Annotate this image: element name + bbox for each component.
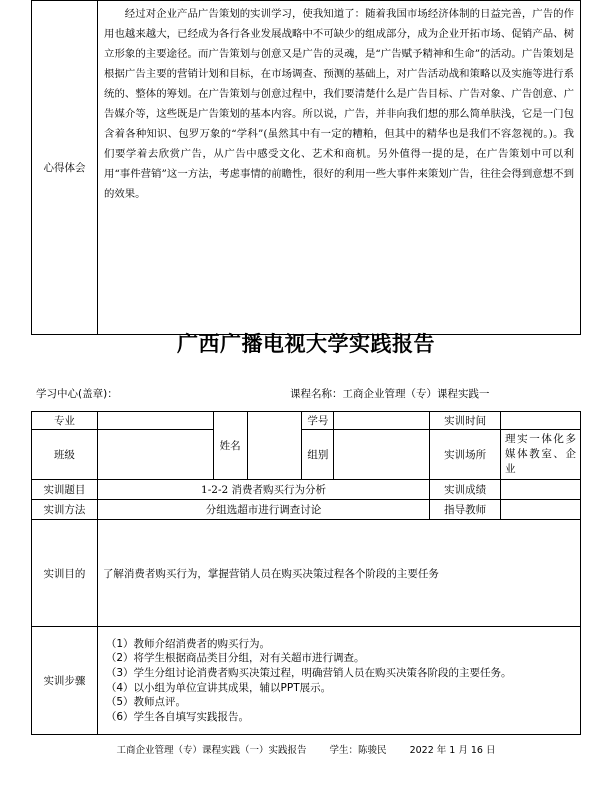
venue-label: 实训场所 [430,430,501,480]
training-time-label: 实训时间 [430,412,501,430]
topic-label: 实训题目 [32,480,98,500]
step-item: （1）教师介绍消费者的购买行为。 [105,637,271,650]
method-value: 分组选超市进行调查讨论 [97,500,429,520]
major-label: 专业 [32,412,98,430]
class-label: 班级 [32,430,98,480]
student-id-value [334,412,430,430]
major-value [97,412,213,430]
name-label: 姓名 [213,412,247,480]
venue-value: 理实一体化多媒体教室、企业 [501,430,581,480]
reflection-text: 经过对企业产品广告策划的实训学习，使我知道了：随着我国市场经济体制的日益完善，广告的作用也越来越大，已经成为各行各业发展战略中不可缺少的组成部分，成为企业开拓市场、促销产品、树立形象的主要途径。而广告策划与创意又是广告的灵魂，是“广告赋予精神和生命”的活动。广告策划是根据广告主要的营销计划和目标，在市场调查、预测的基础上，对广告活动战和策略以及实施等进行系统的、整体的筹划。在广告策划与创意过程中，我们要清楚什么是广告目标、广告对象、广告创意、广告媒介等，这些既是广告策划的基本内容。所以说，广告，并非向我们想的那么简单肤浅，它是一门包含着各种知识、包罗万象的“学科”(虽然其中有一定的糟粕，但其中的精华也是我们不容忽视的。)。我们要学着去欣赏广告，从广告中感受文化、艺术和商机。另外值得一提的是，在广告策划中可以利用“事件营销”这一方法，考虑事情的前瞻性，很好的利用一些大事件来策划广告，往往会得到意想不到的效果。 [98,1,581,335]
step-item: （3）学生分组讨论消费者购买决策过程，明确营销人员在购买决策各阶段的主要任务。 [105,666,512,679]
name-value [247,412,302,480]
page-footer [0,742,612,756]
teacher-label: 指导教师 [430,500,501,520]
score-value [501,480,581,500]
purpose-label: 实训目的 [32,520,98,627]
footer-course: 工商企业管理（专）课程实践（一）实践报告 [116,745,307,756]
reflection-table [31,0,581,335]
score-label: 实训成绩 [430,480,501,500]
topic-value: 1-2-2 消费者购买行为分析 [97,480,429,500]
step-item: （6）学生各自填写实践报告。 [105,710,250,723]
training-time-value [501,412,581,430]
step-item: （2）将学生根据商品类目分组，对有关超市进行调查。 [105,652,365,665]
steps-list [97,627,580,735]
group-label: 组别 [302,430,334,480]
footer-date: 2022 年 1 月 16 日 [409,745,496,756]
group-value [334,430,430,480]
reflection-label: 心得体会 [32,1,98,335]
course-name: 课程名称：工商企业管理（专）课程实践一 [290,388,490,400]
report-title: 广西广播电视大学实践报告 [177,332,435,356]
method-label: 实训方法 [32,500,98,520]
report-form-table [31,411,581,735]
teacher-value [501,500,581,520]
study-center-label: 学习中心(盖章)： [36,388,118,400]
step-item: （5）教师点评。 [105,696,187,709]
steps-label: 实训步骤 [32,627,98,735]
footer-student: 学生：陈骏民 [329,745,387,756]
student-id-label: 学号 [302,412,334,430]
purpose-value: 了解消费者购买行为，掌握营销人员在购买决策过程各个阶段的主要任务 [97,520,580,627]
class-value [97,430,213,480]
step-item: （4）以小组为单位宣讲其成果，辅以PPT展示。 [105,681,332,694]
